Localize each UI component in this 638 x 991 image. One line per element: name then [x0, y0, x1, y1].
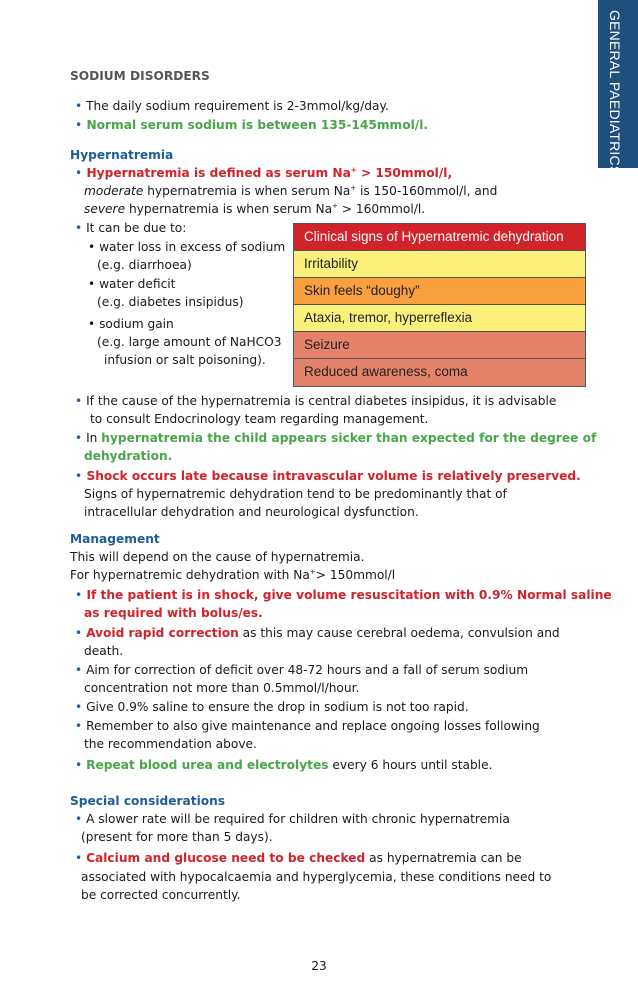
- side-tab-label: GENERAL PAEDIATRICS: [607, 10, 623, 176]
- text-line: concentration not more than 0.5mmol/l/hour.: [84, 681, 360, 695]
- text-line: (present for more than 5 days).: [81, 830, 273, 844]
- list-item: • Avoid rapid correction as this may cause cerebral oedema, convulsion and: [75, 626, 560, 640]
- page-number: 23: [311, 959, 327, 973]
- text-line: This will depend on the cause of hypernatremia.: [70, 550, 365, 564]
- section-heading-special: Special considerations: [70, 794, 226, 808]
- page-title: SODIUM DISORDERS: [70, 69, 210, 83]
- text-line: infusion or salt poisoning).: [104, 353, 266, 367]
- text-line: associated with hypocalcaemia and hyperglycemia, these conditions need to: [81, 870, 552, 884]
- text-line: moderate hypernatremia is when serum Na+ is 150-160mmol/l, and: [84, 184, 498, 198]
- list-item: • Repeat blood urea and electrolytes every 6 hours until stable.: [75, 758, 493, 772]
- section-heading-management: Management: [70, 532, 160, 546]
- table-row: Irritability: [294, 251, 585, 278]
- text-line: (e.g. diabetes insipidus): [97, 295, 244, 309]
- text-line: be corrected concurrently.: [81, 888, 241, 902]
- list-item: • If the cause of the hypernatremia is central diabetes insipidus, it is advisable: [75, 394, 557, 408]
- clinical-signs-table: [293, 223, 586, 387]
- list-item: • Remember to also give maintenance and replace ongoing losses following: [75, 719, 540, 733]
- text-line: For hypernatremic dehydration with Na+> 150mmol/l: [70, 568, 396, 582]
- text-line: (e.g. large amount of NaHCO3: [97, 335, 282, 349]
- list-item: • A slower rate will be required for children with chronic hypernatremia: [75, 812, 510, 826]
- text-line: death.: [84, 644, 124, 658]
- cause-item: • water deficit: [88, 277, 176, 291]
- table-row: Reduced awareness, coma: [294, 359, 585, 386]
- list-item: • It can be due to:: [75, 221, 187, 235]
- text-line: the recommendation above.: [84, 737, 257, 751]
- text-line: to consult Endocrinology team regarding management.: [90, 412, 429, 426]
- list-item: • Hypernatremia is defined as serum Na+ > 150mmol/l,: [75, 166, 453, 180]
- text-line: Signs of hypernatremic dehydration tend to be predominantly that of: [84, 487, 507, 501]
- list-item: • The daily sodium requirement is 2-3mmol/kg/day.: [75, 99, 389, 113]
- table-row: Skin feels “doughy”: [294, 278, 585, 305]
- table-header: Clinical signs of Hypernatremic dehydration: [294, 224, 585, 251]
- cause-item: • water loss in excess of sodium: [88, 240, 286, 254]
- list-item: • Normal serum sodium is between 135-145mmol/l.: [75, 118, 429, 132]
- list-item: • If the patient is in shock, give volume resuscitation with 0.9% Normal saline: [75, 588, 612, 602]
- text-line: severe hypernatremia is when serum Na+ > 160mmol/l.: [84, 202, 426, 216]
- text-line: as required with bolus/es.: [84, 606, 263, 620]
- list-item: • In hypernatremia the child appears sicker than expected for the degree of: [75, 431, 597, 445]
- list-item: • Aim for correction of deficit over 48-72 hours and a fall of serum sodium: [75, 663, 529, 677]
- section-heading-hypernatremia: Hypernatremia: [70, 148, 174, 162]
- table-row: Ataxia, tremor, hyperreflexia: [294, 305, 585, 332]
- text-line: dehydration.: [84, 449, 173, 463]
- list-item: • Shock occurs late because intravascular volume is relatively preserved.: [75, 469, 581, 483]
- table-row: Seizure: [294, 332, 585, 359]
- text-line: (e.g. diarrhoea): [97, 258, 192, 272]
- section-side-tab: [598, 0, 638, 176]
- list-item: • Calcium and glucose need to be checked as hypernatremia can be: [75, 851, 522, 865]
- list-item: • Give 0.9% saline to ensure the drop in sodium is not too rapid.: [75, 700, 469, 714]
- text-line: intracellular dehydration and neurological dysfunction.: [84, 505, 419, 519]
- cause-item: • sodium gain: [88, 317, 174, 331]
